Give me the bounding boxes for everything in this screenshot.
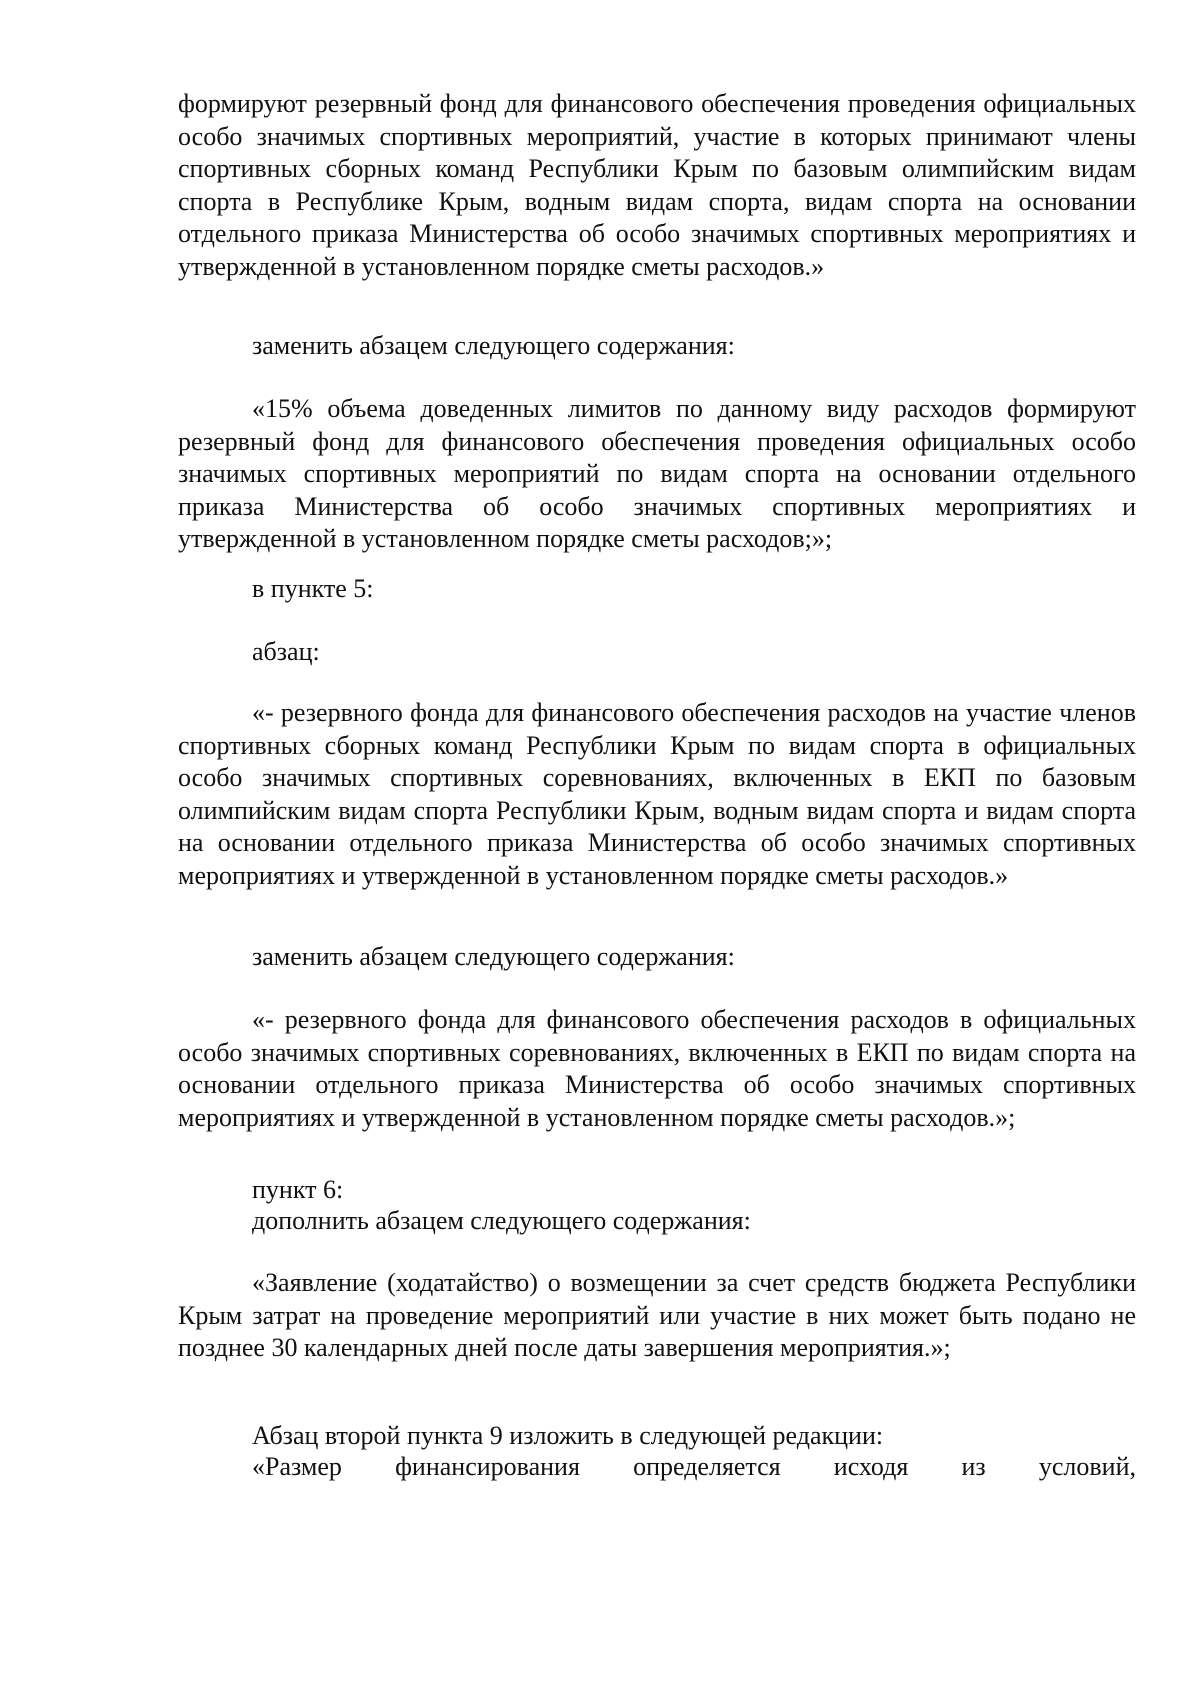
paragraph-financing-size-start: «Размер финансирования определяется исходя из условий, bbox=[252, 1452, 1136, 1481]
supplement-instruction: дополнить абзацем следующего содержания: bbox=[252, 1206, 751, 1235]
paragraph-reserve-expenses-old: «- резервного фонда для финансового обеспечения расходов на участие членов спортивных сборных команд Республики Крым по видам спорта в официальных особо значимых спортивных соревнованиях, включенных в ЕКП по базовым олимпийским видам спорта Республики Крым, водным видам спорта и видам спорта на основании отдельного приказа Министерства об особо значимых спортивных мероприятиях и утвержденной в установленном порядке сметы расходов.» bbox=[178, 698, 1136, 890]
paragraph-application-deadline: «Заявление (ходатайство) о возмещении за счет средств бюджета Республики Крым затрат на проведение мероприятий или участие в них может быть подано не позднее 30 календарных дней после даты завершения мероприятия.»; bbox=[178, 1268, 1136, 1362]
point-5-heading: в пункте 5: bbox=[252, 574, 374, 603]
paragraph-reserve-fund-old: формируют резервный фонд для финансового обеспечения проведения официальных особо значимых спортивных мероприятий, участие в которых принимают члены спортивных сборных команд Республики Крым по базовым олимпийским видам спорта в Республике Крым, водным видам спорта, видам спорта на основании отдельного приказа Министерства об особо значимых спортивных мероприятиях и утвержденной в установленном порядке сметы расходов.» bbox=[178, 89, 1136, 281]
paragraph-label: абзац: bbox=[252, 637, 320, 666]
paragraph-reserve-expenses-new: «- резервного фонда для финансового обеспечения расходов в официальных особо значимых спортивных соревнованиях, включенных в ЕКП по видам спорта на основании отдельного приказа Министерства об особо значимых спортивных мероприятиях и утвержденной в установленном порядке сметы расходов.»; bbox=[178, 1005, 1136, 1132]
point-6-heading: пункт 6: bbox=[252, 1175, 344, 1204]
replace-instruction-2: заменить абзацем следующего содержания: bbox=[252, 942, 735, 971]
paragraph-reserve-fund-new: «15% объема доведенных лимитов по данному виду расходов формируют резервный фонд для финансового обеспечения проведения официальных особо значимых спортивных мероприятий по видам спорта на основании отдельного приказа Министерства об особо значимых спортивных мероприятиях и утвержденной в установленном порядке сметы расходов;»; bbox=[178, 394, 1136, 553]
replace-instruction-1: заменить абзацем следующего содержания: bbox=[252, 331, 735, 360]
point-9-heading: Абзац второй пункта 9 изложить в следующей редакции: bbox=[252, 1421, 884, 1450]
